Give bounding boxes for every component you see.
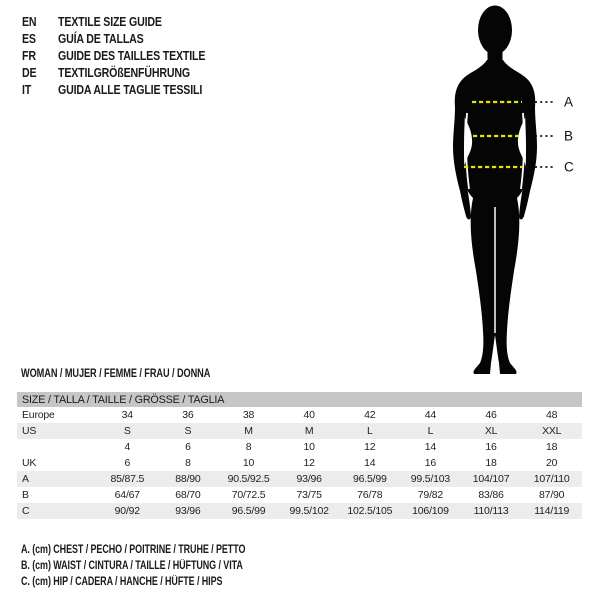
size-value-cell: 12 bbox=[364, 441, 376, 453]
size-value-cell: 96.5/99 bbox=[231, 505, 266, 517]
gender-heading: WOMAN / MUJER / FEMME / FRAU / DONNA bbox=[21, 368, 211, 380]
size-value-cell: 104/107 bbox=[472, 473, 510, 485]
language-label: GUIDE DES TAILLES TEXTILE bbox=[58, 48, 206, 63]
size-value-cell: 8 bbox=[185, 457, 191, 469]
size-value-cell: 16 bbox=[424, 457, 437, 469]
size-value-cell: 48 bbox=[546, 409, 558, 421]
row-label: UK bbox=[22, 457, 37, 469]
language-code: IT bbox=[22, 82, 32, 97]
language-code: ES bbox=[22, 31, 36, 46]
language-code: EN bbox=[22, 14, 37, 29]
size-table-row-a bbox=[17, 471, 582, 487]
size-value-cell: 6 bbox=[124, 457, 131, 469]
size-table-header-row bbox=[17, 392, 582, 407]
legend-line-b: B. (cm) WAIST / CINTURA / TAILLE / HÜFTUNG / VITA bbox=[21, 560, 243, 572]
row-label: A bbox=[22, 473, 29, 485]
language-code: DE bbox=[22, 65, 37, 80]
language-row-fr bbox=[22, 47, 231, 64]
language-row-de bbox=[22, 64, 231, 81]
size-table-row-europe bbox=[17, 407, 582, 423]
size-value-cell: 40 bbox=[303, 409, 315, 421]
size-value-cell: 96.5/99 bbox=[352, 473, 387, 485]
row-label: C bbox=[22, 505, 30, 517]
size-value-cell: 85/87.5 bbox=[110, 473, 145, 485]
size-value-cell: 76/78 bbox=[357, 489, 383, 501]
language-code: FR bbox=[22, 48, 36, 63]
size-table-header: SIZE / TALLA / TAILLE / GRÖSSE / TAGLIA bbox=[22, 393, 225, 406]
size-value-cell: 16 bbox=[485, 441, 497, 453]
size-value-cell: 73/75 bbox=[296, 489, 322, 501]
size-value-cell: 14 bbox=[424, 441, 437, 453]
size-value-cell: 20 bbox=[546, 457, 558, 469]
size-value-cell: 36 bbox=[182, 409, 194, 421]
size-value-cell: L bbox=[366, 425, 373, 437]
size-value-cell: M bbox=[304, 425, 314, 437]
size-table-row-us bbox=[17, 423, 582, 439]
size-value-cell: 87/90 bbox=[539, 489, 565, 501]
language-label: TEXTILGRÖßENFÜHRUNG bbox=[58, 65, 190, 80]
legend-line-a: A. (cm) CHEST / PECHO / POITRINE / TRUHE / PETTO bbox=[21, 544, 246, 556]
size-value-cell: 44 bbox=[424, 409, 437, 421]
size-value-cell: 6 bbox=[185, 441, 191, 453]
size-value-cell: S bbox=[184, 425, 192, 437]
size-value-cell: 12 bbox=[303, 457, 315, 469]
size-value-cell: 64/67 bbox=[114, 489, 140, 501]
measure-label-c: C bbox=[564, 159, 574, 175]
language-row-es bbox=[22, 30, 231, 47]
size-value-cell: 102.5/105 bbox=[347, 505, 393, 517]
size-value-cell: XXL bbox=[542, 425, 562, 437]
legend-line-c: C. (cm) HIP / CADERA / HANCHE / HÜFTE / HIPS bbox=[21, 576, 223, 588]
language-label: TEXTILE SIZE GUIDE bbox=[58, 14, 162, 29]
size-value-cell: 106/109 bbox=[412, 505, 449, 517]
size-value-cell: 68/70 bbox=[175, 489, 201, 501]
size-value-cell: 10 bbox=[303, 441, 315, 453]
size-table bbox=[17, 392, 582, 519]
size-value-cell: 110/113 bbox=[473, 505, 509, 517]
size-value-cell: 18 bbox=[546, 441, 558, 453]
row-label bbox=[17, 439, 97, 455]
language-row-it bbox=[22, 81, 231, 98]
size-value-cell: M bbox=[244, 425, 253, 437]
size-value-cell: 79/82 bbox=[417, 489, 444, 501]
measure-label-b: B bbox=[564, 128, 574, 144]
size-table-row bbox=[17, 439, 582, 455]
size-value-cell: 107/110 bbox=[533, 473, 570, 485]
size-value-cell: 99.5/103 bbox=[410, 473, 451, 485]
size-value-cell: 8 bbox=[245, 441, 252, 453]
size-value-cell: 93/96 bbox=[175, 505, 201, 517]
size-table-row-c bbox=[17, 503, 582, 519]
size-value-cell: 88/90 bbox=[175, 473, 201, 485]
size-value-cell: 46 bbox=[485, 409, 497, 421]
size-value-cell: 90.5/92.5 bbox=[227, 473, 270, 485]
size-value-cell: 14 bbox=[364, 457, 376, 469]
language-label: GUIDA ALLE TAGLIE TESSILI bbox=[58, 82, 203, 97]
size-value-cell: 93/96 bbox=[296, 473, 322, 485]
size-table-row-uk bbox=[17, 455, 582, 471]
row-label: US bbox=[22, 425, 37, 437]
silhouette-torso bbox=[459, 60, 531, 202]
measure-label-a: A bbox=[564, 94, 574, 110]
row-label: Europe bbox=[22, 409, 55, 421]
woman-silhouette-figure bbox=[430, 0, 600, 376]
size-value-cell: 83/86 bbox=[478, 489, 504, 501]
size-value-cell: XL bbox=[484, 425, 498, 437]
size-value-cell: 38 bbox=[242, 409, 255, 421]
measurement-legend bbox=[21, 544, 309, 592]
size-value-cell: S bbox=[123, 425, 131, 437]
language-row-en bbox=[22, 13, 231, 30]
size-value-cell: 70/72.5 bbox=[231, 489, 266, 501]
size-value-cell: 114/119 bbox=[534, 505, 570, 517]
size-table-body bbox=[17, 407, 582, 519]
language-label: GUÍA DE TALLAS bbox=[58, 31, 144, 46]
size-value-cell: 90/92 bbox=[114, 505, 140, 517]
size-value-cell: 10 bbox=[242, 457, 255, 469]
size-value-cell: 99.5/102 bbox=[289, 505, 329, 517]
row-label: B bbox=[22, 489, 29, 501]
size-table-row-b bbox=[17, 487, 582, 503]
size-value-cell: 18 bbox=[485, 457, 497, 469]
size-value-cell: 4 bbox=[124, 441, 131, 453]
language-list bbox=[22, 13, 231, 98]
size-value-cell: 34 bbox=[121, 409, 133, 421]
size-value-cell: 42 bbox=[364, 409, 376, 421]
size-value-cell: L bbox=[427, 425, 434, 437]
